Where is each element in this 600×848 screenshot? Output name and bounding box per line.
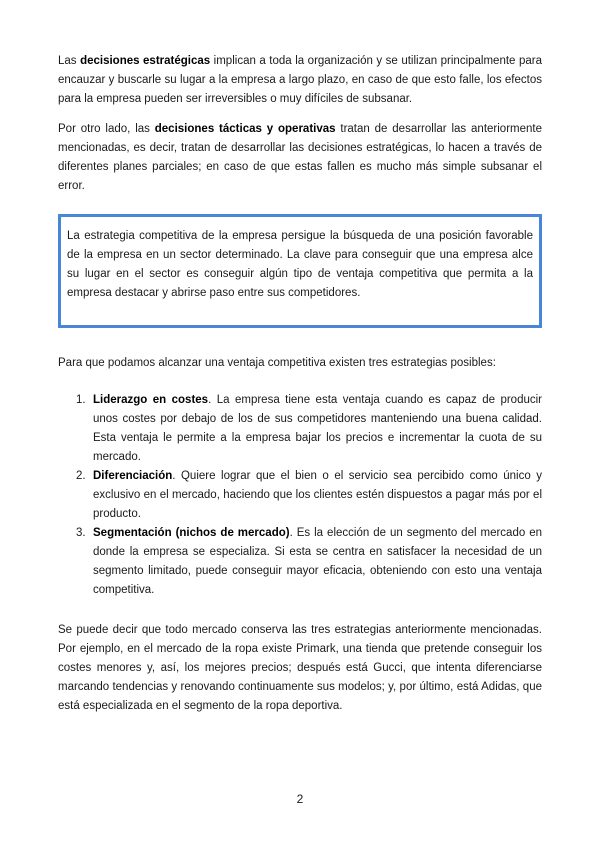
list-item-text: . Quiere lograr que el bien o el servicio sea percibido como único y exclusivo en el mercado, haciendo que los clientes estén dispuestos a pagar más por el producto. bbox=[93, 470, 542, 520]
term-strategic-decisions: decisiones estratégicas bbox=[80, 55, 211, 67]
paragraph-tactical-decisions bbox=[58, 120, 542, 196]
strategies-intro: Para que podamos alcanzar una ventaja competitiva existen tres estrategias posibles: bbox=[58, 357, 496, 369]
term-tactical-decisions: decisiones tácticas y operativas bbox=[154, 123, 336, 135]
list-item-text: . Es la elección de un segmento del mercado en donde la empresa se especializa. Si esta se centra en satisfacer la necesidad de un segmento limitado, puede conseguir mayor eficacia, obteniendo con esto una ventaja competitiva. bbox=[93, 527, 542, 596]
paragraph1-body: implican a toda la organización y se utilizan principalmente para encauzar y buscarle su lugar a la empresa a largo plazo, en caso de que esto falle, los efectos para la empresa pueden ser irreversibles o muy difíciles de subsanar. bbox=[58, 55, 542, 105]
list-number: 2. bbox=[76, 470, 86, 482]
list-item bbox=[58, 467, 542, 524]
paragraph1-prefix: Las bbox=[58, 55, 81, 67]
paragraph-strategic-decisions bbox=[58, 52, 542, 109]
list-item-title: Liderazgo en costes bbox=[93, 394, 209, 406]
paragraph2-body: tratan de desarrollar las anteriormente mencionadas, es decir, tratan de desarrollar las decisiones estratégicas, lo hacen a través de diferentes planes parciales; en caso de que estas fallen es mucho más simple subsanar el error. bbox=[58, 123, 542, 192]
callout-text: La estrategia competitiva de la empresa persigue la búsqueda de una posición favorable de la empresa en un sector determinado. La clave para conseguir que una empresa alce su lugar en el sector es conseguir algún tipo de ventaja competitiva que permita a la empresa destacar y abrirse paso entre sus competidores. bbox=[67, 230, 533, 299]
list-number: 3. bbox=[76, 527, 86, 539]
document-page bbox=[58, 52, 542, 716]
list-item bbox=[58, 524, 542, 600]
list-item-text: . La empresa tiene esta ventaja cuando es capaz de producir unos costes por debajo de los de sus competidores manteniendo una buena calidad. Esta ventaja le permite a la empresa bajar los precios e incrementar la cuota de su mercado. bbox=[93, 394, 542, 463]
list-number: 1. bbox=[76, 394, 86, 406]
paragraph2-prefix: Por otro lado, las bbox=[58, 123, 155, 135]
page-number: 2 bbox=[296, 792, 304, 806]
callout-box bbox=[58, 214, 542, 328]
closing-paragraph: Se puede decir que todo mercado conserva las tres estrategias anteriormente mencionadas. Por ejemplo, en el mercado de la ropa existe Primark, una tienda que pretende conseguir los costes menores y, así, los mejores precios; después está Gucci, que intenta diferenciarse marcando tendencias y renovando continuamente sus modelos; y, por último, está Adidas, que está especializada en el segmento de la ropa deportiva. bbox=[58, 624, 542, 712]
list-item-title: Diferenciación bbox=[93, 470, 173, 482]
strategies-list bbox=[58, 391, 542, 600]
list-item-title: Segmentación (nichos de mercado) bbox=[93, 527, 290, 539]
list-item bbox=[58, 391, 542, 467]
